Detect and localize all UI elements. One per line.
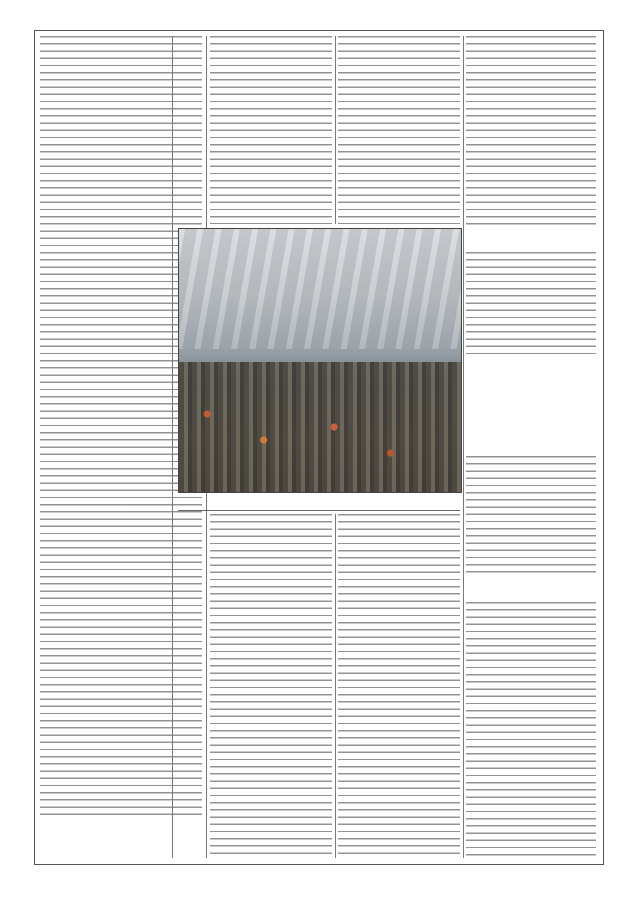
english-text-block [466, 365, 596, 453]
column-divider [172, 36, 173, 858]
text-column-2b [338, 514, 460, 858]
page-footer [34, 868, 602, 882]
column-divider [335, 36, 336, 224]
text-column-2 [338, 36, 460, 224]
text-column-3b [210, 514, 332, 858]
text-column-1b [466, 252, 596, 360]
event-photo [178, 228, 462, 493]
text-column-1d [466, 602, 596, 858]
column-divider [335, 514, 336, 858]
text-column-3 [210, 36, 332, 224]
bottom-headline [40, 820, 162, 858]
section-heading-2 [470, 580, 594, 598]
text-column-1c [466, 456, 596, 576]
photo-caption [178, 494, 460, 506]
column-divider [463, 36, 464, 858]
section-heading [470, 228, 594, 248]
photo-rule [178, 510, 460, 511]
text-column-1 [466, 36, 596, 226]
